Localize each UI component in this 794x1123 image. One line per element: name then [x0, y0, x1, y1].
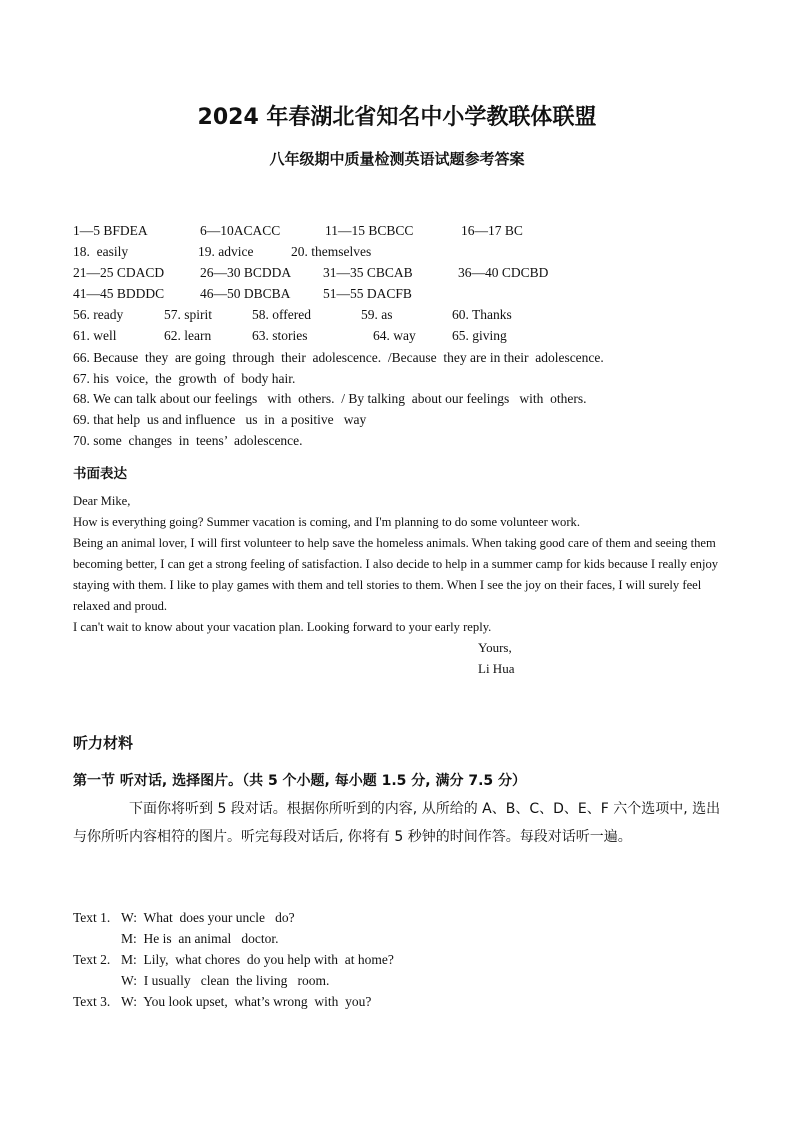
dialogue-line: W: I usually clean the living room.	[121, 973, 330, 988]
page-title: 2024 年春湖北省知名中小学教联体联盟	[197, 105, 597, 130]
letter-paragraph: Being an animal lover, I will first volunteer to help save the homeless animals. When taking good care of them and seeing them becoming better, I can get a strong feeling of satisfaction. I also decide to help in a summer camp for kids because I really enjoy staying with them. I like to play games with them and tell stories to them. When I see the joy on their faces, I will surely feel relaxed and proud.	[73, 536, 719, 613]
letter-greeting: Dear Mike,	[73, 494, 131, 508]
dialogue-line: W: You look upset, what’s wrong with you?	[121, 994, 372, 1009]
answer-item: 19. advice	[198, 244, 254, 259]
answer-group: 26—30 BCDDA	[200, 265, 292, 280]
dialogue-line: W: What does your uncle do?	[121, 910, 295, 925]
dialogue-line: M: He is an animal doctor.	[121, 931, 279, 946]
answer-item: 62. learn	[164, 328, 212, 343]
answer-line: 66. Because they are going through their adolescence. /Because they are in their adolescence.	[73, 350, 604, 365]
answer-item: 60. Thanks	[452, 307, 512, 322]
answer-group: 41—45 BDDDC	[73, 286, 165, 301]
answer-group: 11—15 BCBCC	[325, 223, 414, 238]
answer-line: 70. some changes in teens’ adolescence.	[73, 433, 303, 448]
answer-group: 36—40 CDCBD	[458, 265, 549, 280]
answer-item: 20. themselves	[291, 244, 372, 259]
page-subtitle: 八年级期中质量检测英语试题参考答案	[269, 150, 525, 168]
dialogue-line: M: Lily, what chores do you help with at home?	[121, 952, 394, 967]
letter-signature: Li Hua	[478, 661, 515, 676]
dialogue-label: Text 3.	[73, 994, 111, 1009]
answer-item: 63. stories	[252, 328, 308, 343]
section-heading-writing: 书面表达	[73, 466, 127, 482]
answer-group: 1—5 BFDEA	[73, 223, 148, 238]
answer-group: 16—17 BC	[461, 223, 523, 238]
answer-item: 59. as	[361, 307, 393, 322]
answer-group: 51—55 DACFB	[323, 286, 412, 301]
answer-group: 6—10ACACC	[200, 223, 281, 238]
listening-section-title: 第一节 听对话, 选择图片。（共 5 个小题, 每小题 1.5 分, 满分 7.5 分）	[73, 773, 527, 789]
answer-item: 57. spirit	[164, 307, 213, 322]
answer-item: 56. ready	[73, 307, 124, 322]
letter-closing: Yours,	[478, 640, 512, 655]
answer-group: 21—25 CDACD	[73, 265, 165, 280]
answer-group: 46—50 DBCBA	[200, 286, 291, 301]
answer-item: 65. giving	[452, 328, 507, 343]
answer-item: 61. well	[73, 328, 117, 343]
answer-line: 67. his voice, the growth of body hair.	[73, 371, 296, 386]
letter-paragraph: I can't wait to know about your vacation plan. Looking forward to your early reply.	[73, 620, 492, 634]
letter-paragraph: How is everything going? Summer vacation is coming, and I'm planning to do some volunteer work.	[73, 515, 580, 529]
section-heading-listening: 听力材料	[73, 734, 134, 752]
answer-item: 58. offered	[252, 307, 311, 322]
answer-item: 64. way	[373, 328, 416, 343]
answer-line: 69. that help us and influence us in a positive way	[73, 412, 367, 427]
sample-letter	[73, 491, 723, 638]
dialogue-label: Text 2.	[73, 952, 111, 967]
answer-item: 18. easily	[73, 244, 129, 259]
dialogue-label: Text 1.	[73, 910, 111, 925]
listening-instructions: 下面你将听到 5 段对话。根据你所听到的内容, 从所给的 A、B、C、D、E、F 六个选项中, 选出与你所听内容相符的图片。听完每段对话后, 你将有 5 秒钟的时间作答。每段对话听一遍。	[73, 801, 721, 845]
answer-group: 31—35 CBCAB	[323, 265, 413, 280]
answer-line: 68. We can talk about our feelings with others. / By talking about our feelings with others.	[73, 391, 587, 406]
